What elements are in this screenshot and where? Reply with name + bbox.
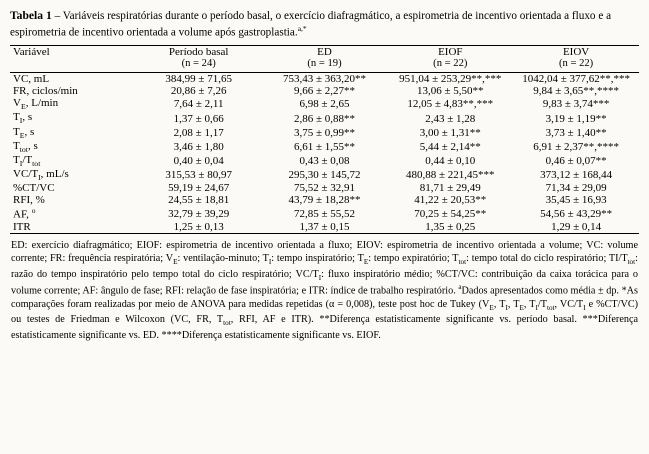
table-row [10,154,639,168]
variable-name-cell: $VC/T_I$, mL/s [13,168,69,183]
column-header-variable: Variável [10,46,136,59]
value-cell: 9,84 ± 3,65**,**** [533,85,619,98]
variable-name-cell: $T_I/T_{tot}$ [13,154,41,169]
variable-name-cell: VC, mL [13,73,50,86]
value-cell: 295,30 ± 145,72 [288,169,361,182]
sample-size-eiov: (n = 22) [513,58,639,73]
value-cell: 1,25 ± 0,13 [136,221,262,234]
value-cell: 3,19 ± 1,19** [545,112,607,125]
value-cell: 13,06 ± 5,50** [417,85,484,98]
value-cell: 1042,04 ± 377,62**,*** [522,73,630,86]
value-cell: 12,05 ± 4,83**,*** [407,98,494,111]
value-cell: 315,53 ± 80,97 [165,169,232,182]
column-header-baseline: Período basal [136,46,262,59]
respiratory-variables-table [10,45,639,234]
value-cell: 6,98 ± 2,65 [299,98,350,111]
value-cell: 0,43 ± 0,08 [299,155,350,168]
variable-name-cell: %CT/VC [13,182,55,195]
table-caption [10,8,639,40]
value-cell: 6,61 ± 1,55** [293,140,356,153]
value-cell: 0,46 ± 0,07** [545,155,607,168]
table-row [10,111,639,125]
variable-name-cell: $T_{tot}$, s [13,139,38,155]
table-row [10,73,639,86]
value-cell: 3,73 ± 1,40** [545,126,607,139]
value-cell: 32,79 ± 39,29 [168,207,230,220]
variable-name-cell: $T_I$, s [13,111,33,126]
value-cell: 6,91 ± 2,37**,**** [533,140,619,153]
value-cell: 24,55 ± 18,81 [168,194,230,207]
value-cell: 7,64 ± 2,11 [173,98,224,111]
table-subheader-row [10,58,639,73]
value-cell: 9,83 ± 3,74*** [542,98,610,111]
value-cell: 1,37 ± 0,66 [173,112,224,125]
value-cell: 3,46 ± 1,80 [173,140,224,153]
value-cell: 2,08 ± 1,17 [173,126,224,139]
table-row [10,126,639,140]
value-cell: 59,19 ± 24,67 [168,182,230,195]
value-cell: 54,56 ± 43,29** [540,207,613,220]
value-cell: 0,44 ± 0,10 [425,155,476,168]
value-cell: 9,66 ± 2,27** [293,85,356,98]
value-cell: 373,12 ± 168,44 [540,169,613,182]
value-cell: 70,25 ± 54,25** [414,207,487,220]
value-cell: 480,88 ± 221,45*** [406,169,495,182]
table-label: Tabela 1 [10,9,52,22]
table-row [10,182,639,194]
value-cell: 71,34 ± 29,09 [545,182,607,195]
value-cell: 1,37 ± 0,15 [262,221,388,234]
table-head [10,46,639,73]
value-cell: 35,45 ± 16,93 [545,194,607,207]
value-cell: 2,86 ± 0,88** [293,112,356,125]
value-cell: 3,75 ± 0,99** [293,126,356,139]
table-row [10,140,639,154]
variable-name-cell: AF, $^o$ [13,206,36,222]
sample-size-ed: (n = 19) [262,58,388,73]
subheader-blank [10,58,136,73]
caption-marks: a,* [297,23,307,33]
value-cell: 1,29 ± 0,14 [513,221,639,234]
sample-size-baseline: (n = 24) [136,58,262,73]
variable-name-cell: $V_E$, L/min [13,97,59,112]
value-cell: 5,44 ± 2,14** [419,140,481,153]
value-cell: 1,35 ± 0,25 [387,221,513,234]
value-cell: 384,99 ± 71,65 [165,73,232,86]
value-cell: 20,86 ± 7,26 [170,85,227,98]
variable-name-cell: RFI, % [13,194,45,207]
column-header-eiov: EIOV [513,46,639,59]
variable-name-cell: FR, ciclos/min [13,85,78,98]
table-row [10,194,639,206]
table-row [10,168,639,182]
table-row [10,85,639,97]
table-footnote: ED: exercício diafragmático; EIOF: espirometria de incentivo orientada a fluxo; EIOV: espirometria de incentivo orientada a volume; VC: volume corrente; FR: frequência respiratória; $V_E$: ventilação-minuto; $T_I$: tempo inspiratório; $T_E$: tempo expiratório; $T_{tot}$: tempo total do ciclo respiratório; $TI/T_{tot}$: razão do tempo inspiratório pelo tempo total do ciclo respiratório; $VC/T_I$: fluxo inspiratório médio; %CT/VC: contribuição da caixa torácica para o volume corrente; AF: ângulo de fase; RFI: relação de fase inspiratória; e ITR: índice de trabalho respiratório. $^a$Dados apresentados como média ± dp. *As comparações foram realizadas por meio de ANOVA para medidas repetidas (α = 0,008), teste post hoc de Tukey ($V_E$, $T_I$, $T_E$, $T_I/T_{tot}$, $VC/T_I$ e %CT/VC) ou testes de Friedman e Wilcoxon (VC, FR, $T_{tot}$, RFI, AF e ITR). **Diferença estatisticamente significante vs. período basal. ***Diferença estatisticamente significante vs. ED. ****Diferença estatisticamente significante vs. EIOF. [11,240,639,341]
value-cell: 75,52 ± 32,91 [293,182,356,195]
value-cell: 2,43 ± 1,28 [425,112,476,125]
value-cell: 951,04 ± 253,29**,*** [399,73,502,86]
value-cell: 81,71 ± 29,49 [419,182,481,195]
table-row [10,97,639,111]
table-row [10,206,639,221]
value-cell: 43,79 ± 18,28** [288,194,361,207]
value-cell: 3,00 ± 1,31** [419,126,481,139]
value-cell: 41,22 ± 20,53** [414,194,487,207]
value-cell: 72,85 ± 55,52 [293,207,356,220]
table-row [10,221,639,234]
caption-text: Variáveis respiratórias durante o período basal, o exercício diafragmático, a espirometria de incentivo orientada a fluxo e a espirometria de incentivo orientada a volume após gastroplastia. [10,10,612,39]
sample-size-eiof: (n = 22) [387,58,513,73]
table-body [10,73,639,234]
column-header-eiof: EIOF [387,46,513,59]
value-cell: 0,40 ± 0,04 [173,155,224,168]
table-header-row [10,46,639,59]
variable-name-cell: ITR [10,221,136,234]
caption-dash: – [51,10,63,22]
column-header-ed: ED [262,46,388,59]
variable-name-cell: $T_E$, s [13,125,35,140]
value-cell: 753,43 ± 363,20** [282,73,367,86]
